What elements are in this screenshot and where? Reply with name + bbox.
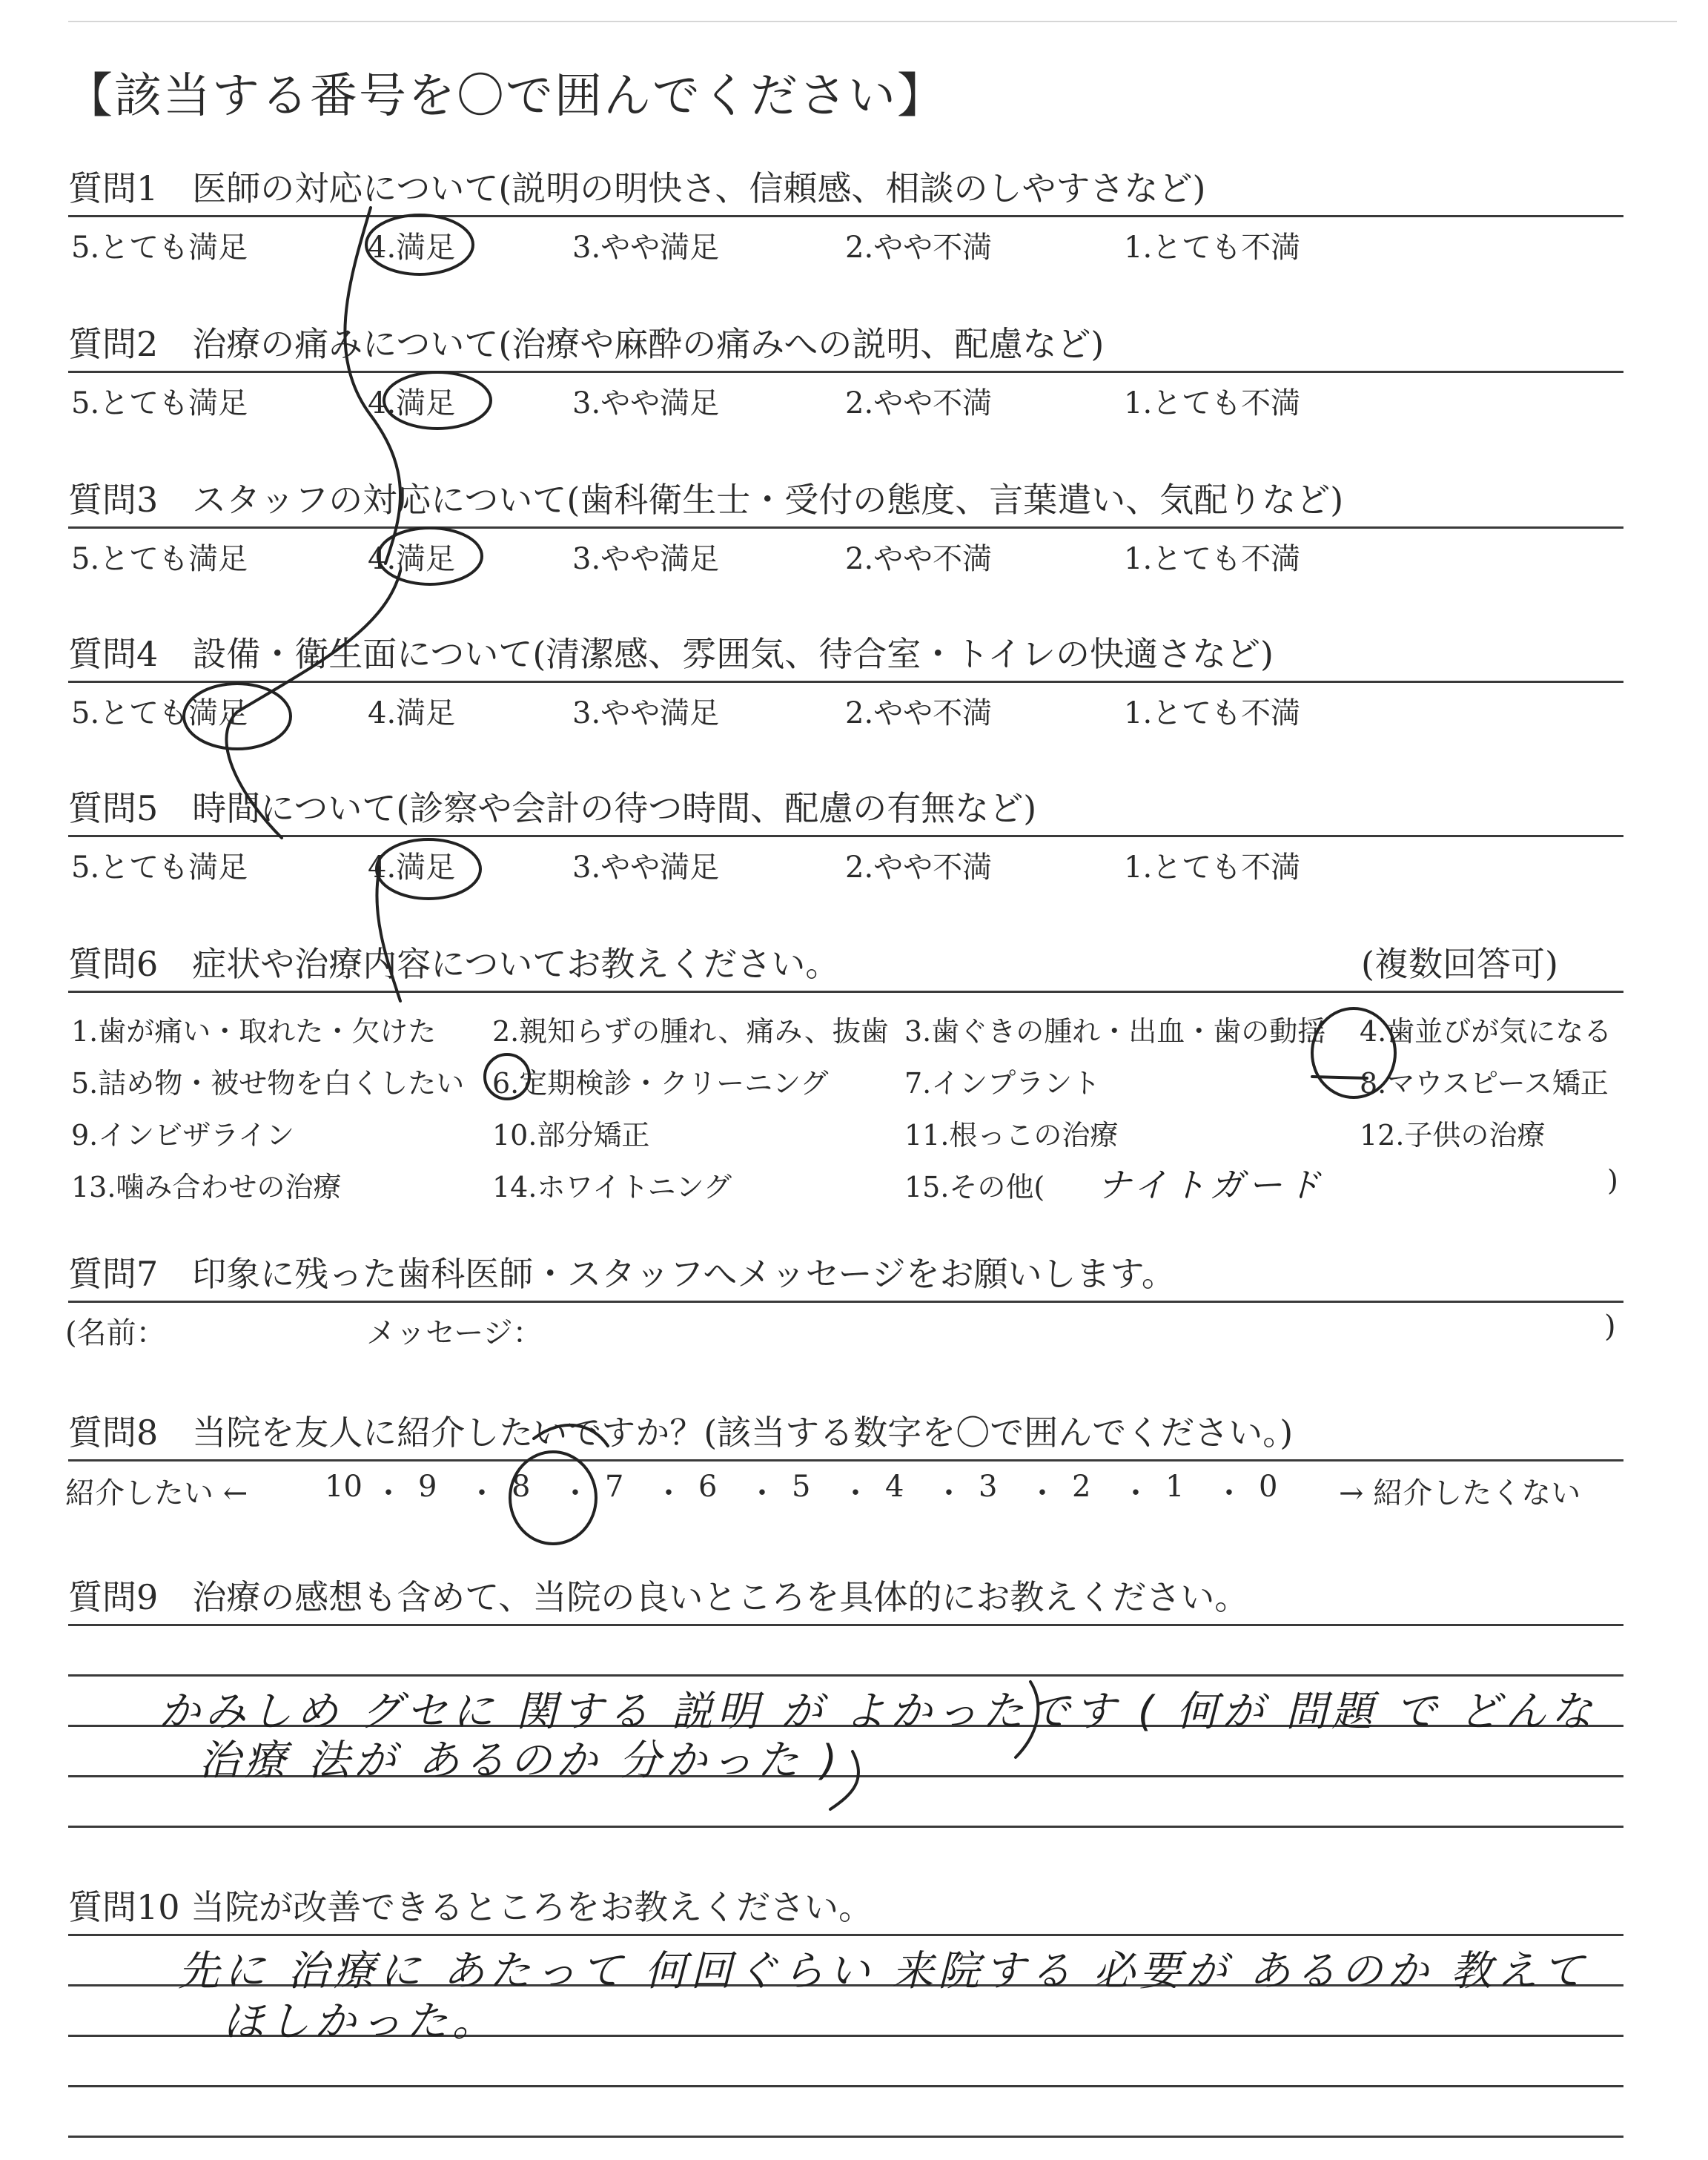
q6-item-15[interactable]: 15.その他( (904, 1171, 1045, 1203)
q4-opt-2[interactable]: 2.やや不満 (845, 696, 993, 730)
q10-answer-line1: 先に 治療に あたって 何回ぐらい 来院する 必要が あるのか 教えて (178, 1947, 1589, 1995)
q9-rule-5 (68, 1826, 1623, 1828)
q8-rule (68, 1459, 1623, 1462)
q6-item-14[interactable]: 14.ホワイトニング (492, 1171, 732, 1203)
q8-scale-7[interactable]: 7 (605, 1470, 624, 1504)
q6-item-8[interactable]: 8.マウスピース矯正 (1360, 1067, 1609, 1100)
q6-item-6[interactable]: 6.定期検診・クリーニング (492, 1067, 829, 1100)
q8-scale-4[interactable]: 4 (885, 1470, 904, 1504)
q8-scale-3[interactable]: 3 (979, 1470, 998, 1504)
q4-title: 質問4 設備・衛生面について(清潔感、雰囲気、待合室・トイレの快適さなど) (68, 634, 1274, 674)
q8-scale-separator: ・ (1214, 1476, 1244, 1510)
q9-rule-1 (68, 1624, 1623, 1626)
q2-opt-2[interactable]: 2.やや不満 (845, 386, 993, 420)
q6-other-close: ) (1607, 1164, 1618, 1197)
q8-scale-9[interactable]: 9 (418, 1470, 437, 1504)
q3-opt-3[interactable]: 3.やや満足 (572, 542, 720, 576)
q8-title: 質問8 当院を友人に紹介したいですか？(該当する数字を〇で囲んでください。) (68, 1413, 1294, 1453)
q6-item-2[interactable]: 2.親知らずの腫れ、痛み、抜歯 (492, 1015, 889, 1048)
q9-title: 質問9 治療の感想も含めて、当院の良いところを具体的にお教えください。 (68, 1577, 1249, 1617)
q8-scale-separator: ・ (841, 1476, 870, 1510)
q6-item-13[interactable]: 13.噛み合わせの治療 (71, 1171, 342, 1203)
q4-opt-1[interactable]: 1.とても不満 (1124, 696, 1301, 730)
q8-scale-8[interactable]: 8 (512, 1470, 531, 1504)
q8-scale-2[interactable]: 2 (1072, 1470, 1091, 1504)
q6-item8-strike (1312, 1077, 1367, 1078)
q8-scale-separator: ・ (560, 1476, 590, 1510)
q9-answer-line2: 治療 法が あるのか 分かった ) (199, 1737, 842, 1785)
q6-note: (複数回答可) (1361, 944, 1558, 984)
q6-item-10[interactable]: 10.部分矯正 (492, 1119, 650, 1152)
q8-scale-6[interactable]: 6 (698, 1470, 718, 1504)
q5-opt-4[interactable]: 4.満足 (368, 851, 456, 885)
q1-rule (68, 215, 1623, 217)
q8-scale-0[interactable]: 0 (1259, 1470, 1278, 1504)
q3-opt-4[interactable]: 4.満足 (368, 542, 456, 576)
q8-scale-separator: ・ (467, 1476, 497, 1510)
q6-item-4[interactable]: 4.歯並びが気になる (1360, 1015, 1612, 1048)
q8-scale-separator: ・ (747, 1476, 777, 1510)
q7-message-label: メッセージ： (366, 1316, 543, 1350)
q7-name-label: (名前： (65, 1316, 166, 1350)
q6-title: 質問6 症状や治療内容についてお教えください。 (68, 944, 840, 984)
q4-opt-3[interactable]: 3.やや満足 (572, 696, 720, 730)
q10-rule-4 (68, 2085, 1623, 2087)
q5-title: 質問5 時間について(診察や会計の待つ時間、配慮の有無など) (68, 788, 1037, 828)
q6-item-1[interactable]: 1.歯が痛い・取れた・欠けた (71, 1015, 437, 1048)
q7-rule (68, 1301, 1623, 1303)
q1-opt-5[interactable]: 5.とても満足 (71, 231, 248, 265)
q6-item-12[interactable]: 12.子供の治療 (1360, 1119, 1546, 1152)
q2-opt-1[interactable]: 1.とても不満 (1124, 386, 1301, 420)
q2-title: 質問2 治療の痛みについて(治療や麻酔の痛みへの説明、配慮など) (68, 324, 1105, 364)
q6-rule (68, 991, 1623, 993)
q3-opt-2[interactable]: 2.やや不満 (845, 542, 993, 576)
q6-other-handwritten: ナイトガード (1097, 1165, 1325, 1205)
q8-right-label: → 紹介したくない (1339, 1476, 1581, 1510)
q7-close: ) (1604, 1309, 1616, 1344)
q6-item-3[interactable]: 3.歯ぐきの腫れ・出血・歯の動揺 (904, 1015, 1326, 1048)
q9-rule-2 (68, 1674, 1623, 1677)
q2-opt-4[interactable]: 4.満足 (368, 386, 456, 420)
q1-title: 質問1 医師の対応について(説明の明快さ、信頼感、相談のしやすさなど) (68, 168, 1206, 208)
q8-scale-1[interactable]: 1 (1165, 1470, 1185, 1504)
q8-scale-separator: ・ (1121, 1476, 1151, 1510)
q5-opt-1[interactable]: 1.とても不満 (1124, 851, 1301, 885)
q5-opt-5[interactable]: 5.とても満足 (71, 851, 248, 885)
q2-opt-3[interactable]: 3.やや満足 (572, 386, 720, 420)
q5-opt-2[interactable]: 2.やや不満 (845, 851, 993, 885)
q10-title: 質問10 当院が改善できるところをお教えください。 (68, 1887, 873, 1927)
q6-item-5[interactable]: 5.詰め物・被せ物を白くしたい (71, 1067, 465, 1100)
q10-answer-line2: ほしかった。 (222, 1998, 498, 2046)
q5-opt-3[interactable]: 3.やや満足 (572, 851, 720, 885)
q9-answer-line1: かみしめ グセに 関する 説明 が よかったです ( 何が 問題 で どんな (159, 1688, 1597, 1736)
top-border (68, 21, 1677, 22)
q8-scale-separator: ・ (1027, 1476, 1057, 1510)
q1-opt-4[interactable]: 4.満足 (368, 231, 456, 265)
q4-opt-5[interactable]: 5.とても満足 (71, 696, 248, 730)
q1-opt-2[interactable]: 2.やや不満 (845, 231, 993, 265)
q8-left-label: 紹介したい ← (65, 1476, 248, 1510)
q4-rule (68, 681, 1623, 683)
q10-rule-5 (68, 2136, 1623, 2138)
q8-scale-separator: ・ (654, 1476, 683, 1510)
q8-scale-separator: ・ (934, 1476, 964, 1510)
q10-rule-1 (68, 1934, 1623, 1936)
page-header: 【該当する番号を〇で囲んでください】 (65, 69, 946, 124)
q3-title: 質問3 スタッフの対応について(歯科衛生士・受付の態度、言葉遣い、気配りなど) (68, 480, 1344, 520)
q1-opt-1[interactable]: 1.とても不満 (1124, 231, 1301, 265)
q6-item-9[interactable]: 9.インビザライン (71, 1119, 295, 1152)
q2-rule (68, 371, 1623, 373)
q8-scale-10[interactable]: 10 (325, 1470, 363, 1504)
q4-opt-4[interactable]: 4.満足 (368, 696, 456, 730)
q3-opt-1[interactable]: 1.とても不満 (1124, 542, 1301, 576)
q3-rule (68, 526, 1623, 529)
q6-item-11[interactable]: 11.根っこの治療 (904, 1119, 1119, 1152)
q3-opt-5[interactable]: 5.とても満足 (71, 542, 248, 576)
q7-title: 質問7 印象に残った歯科医師・スタッフへメッセージをお願いします。 (68, 1254, 1176, 1294)
q1-opt-3[interactable]: 3.やや満足 (572, 231, 720, 265)
q8-scale-separator: ・ (374, 1476, 403, 1510)
q6-item-7[interactable]: 7.インプラント (904, 1067, 1101, 1100)
q5-rule (68, 835, 1623, 837)
q8-scale-5[interactable]: 5 (792, 1470, 811, 1504)
q2-opt-5[interactable]: 5.とても満足 (71, 386, 248, 420)
